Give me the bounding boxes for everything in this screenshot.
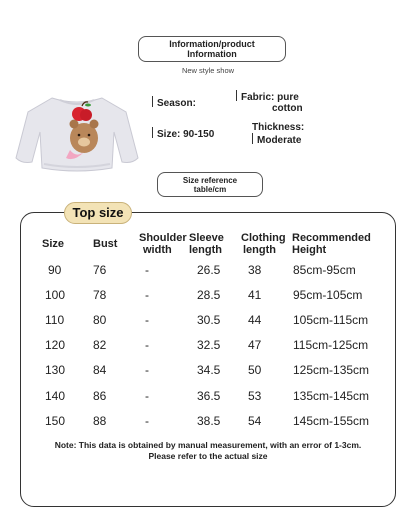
- cell-size: 140: [45, 389, 66, 403]
- cell-size: 100: [45, 288, 66, 302]
- cell-shoulder: -: [145, 389, 149, 403]
- cell-sleeve: 36.5: [197, 389, 221, 403]
- header-bust: Bust: [93, 238, 118, 250]
- cell-shoulder: -: [145, 338, 149, 352]
- cell-sleeve: 30.5: [197, 313, 221, 327]
- cell-size: 130: [45, 363, 66, 377]
- cell-clothing: 41: [248, 288, 262, 302]
- table-row: [0, 288, 416, 308]
- size-range-label: Size: 90-150: [152, 127, 214, 140]
- cell-shoulder: -: [145, 313, 149, 327]
- info-title-line1: Information/product: [169, 39, 255, 49]
- cell-clothing: 50: [248, 363, 262, 377]
- top-size-tag: Top size: [64, 202, 132, 224]
- table-row: [0, 389, 416, 409]
- table-row: [0, 263, 416, 283]
- cell-height: 115cm-125cm: [293, 338, 369, 352]
- cell-height: 85cm-95cm: [293, 263, 356, 277]
- cell-sleeve: 32.5: [197, 338, 221, 352]
- header-size: Size: [42, 238, 65, 250]
- info-title-pill: [138, 36, 286, 62]
- cell-shoulder: -: [145, 363, 149, 377]
- cell-bust: 88: [93, 414, 107, 428]
- cell-size: 110: [45, 313, 65, 327]
- size-reference-line2: table/cm: [193, 185, 227, 195]
- cell-clothing: 53: [248, 389, 262, 403]
- season-bar: [152, 96, 153, 107]
- cell-height: 135cm-145cm: [293, 389, 370, 403]
- cell-shoulder: -: [145, 263, 149, 277]
- cell-height: 125cm-135cm: [293, 363, 370, 377]
- cell-clothing: 38: [248, 263, 262, 277]
- cell-sleeve: 38.5: [197, 414, 221, 428]
- cell-bust: 86: [93, 389, 107, 403]
- cell-size: 90: [48, 263, 62, 277]
- note-line2: Please refer to the actual size: [148, 451, 268, 462]
- cell-shoulder: -: [145, 288, 149, 302]
- size-bar: [152, 127, 153, 138]
- cell-clothing: 54: [248, 414, 262, 428]
- measurement-note: [20, 440, 396, 463]
- size-reference-line1: Size reference: [182, 176, 238, 185]
- thickness-bar: [252, 133, 253, 144]
- cell-shoulder: -: [145, 414, 149, 428]
- fabric-label: Fabric: pure cotton: [236, 90, 303, 114]
- cell-height: 105cm-115cm: [293, 313, 369, 327]
- table-row: [0, 414, 416, 434]
- table-row: [0, 313, 416, 333]
- cell-clothing: 47: [248, 338, 262, 352]
- fabric-bar: [236, 90, 237, 101]
- cell-size: 120: [45, 338, 66, 352]
- cell-bust: 82: [93, 338, 107, 352]
- product-image: [14, 92, 140, 174]
- cell-bust: 76: [93, 263, 107, 277]
- table-row: [0, 363, 416, 383]
- cell-sleeve: 34.5: [197, 363, 221, 377]
- season-label: Season:: [152, 96, 196, 109]
- header-sleeve-length: Sleeve length: [189, 232, 224, 257]
- table-row: [0, 338, 416, 358]
- cell-height: 145cm-155cm: [293, 414, 370, 428]
- note-line1: Note: This data is obtained by manual measurement, with an error of 1-3cm.: [54, 440, 362, 450]
- cell-size: 150: [45, 414, 66, 428]
- cell-sleeve: 28.5: [197, 288, 221, 302]
- header-shoulder-width: Shoulder width: [139, 232, 187, 257]
- cell-bust: 78: [93, 288, 107, 302]
- cell-bust: 84: [93, 363, 107, 377]
- cell-height: 95cm-105cm: [293, 288, 363, 302]
- header-recommended-height: Recommended Height: [292, 232, 371, 257]
- cell-sleeve: 26.5: [197, 263, 221, 277]
- cell-bust: 80: [93, 313, 107, 327]
- cell-clothing: 44: [248, 313, 262, 327]
- info-subtitle: New style show: [181, 66, 235, 75]
- info-title-line2: Information: [187, 49, 237, 60]
- thickness-label: Thickness: Moderate: [252, 122, 305, 146]
- header-clothing-length: Clothing length: [241, 232, 286, 257]
- size-reference-pill: [157, 172, 263, 197]
